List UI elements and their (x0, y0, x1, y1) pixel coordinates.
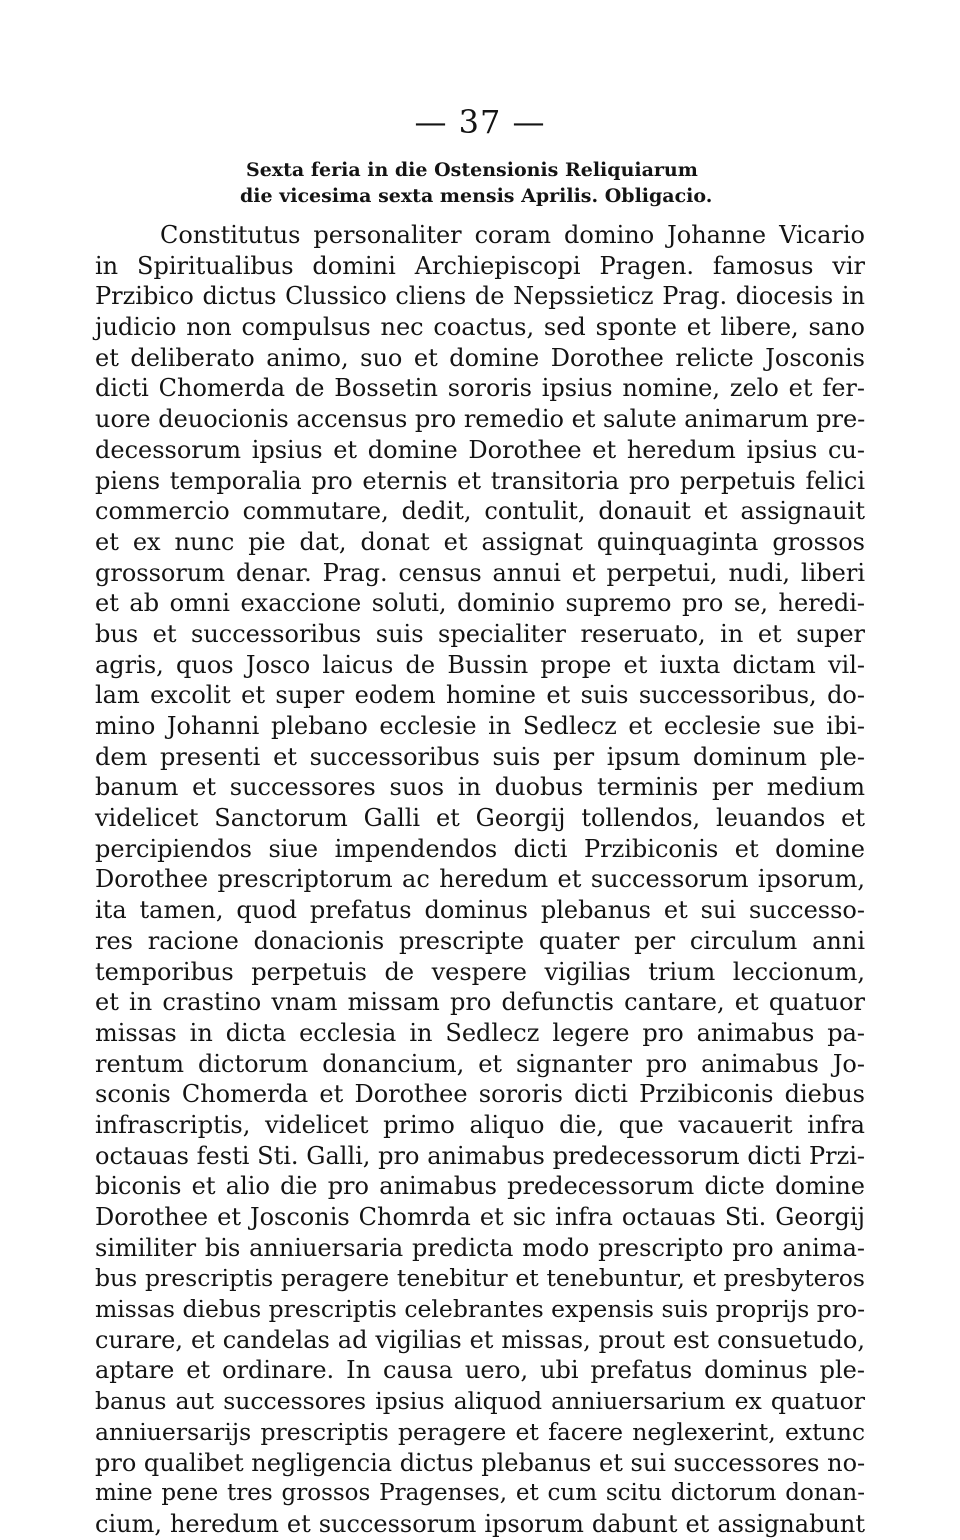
text-line: in Spiritualibus domini Archiepiscopi Pragen. famosus vir (95, 251, 865, 280)
text-line: agris, quos Josco laicus de Bussin prope et iuxta dictam vil- (95, 650, 865, 679)
text-line: et ab omni exaccione soluti, dominio supremo pro se, heredi- (95, 589, 865, 618)
text-line: dicti Chomerda de Bossetin sororis ipsius nomine, zelo et fer- (95, 374, 865, 403)
page-number: — 37 — (414, 103, 546, 141)
text-line: commercio commutare, dedit, contulit, donauit et assignauit (95, 497, 865, 526)
text-line: banum et successores suos in duobus terminis per medium (95, 773, 865, 802)
text-line: percipiendos siue impendendos dicti Przibiconis et domine (95, 834, 865, 863)
text-line: mine pene tres grossos Pragenses, et cum scitu dictorum donan- (95, 1480, 865, 1507)
text-line: similiter bis anniuersaria predicta modo prescripto pro anima- (95, 1233, 865, 1262)
text-line: decessorum ipsius et domine Dorothee et heredum ipsius cu- (95, 435, 865, 464)
text-line: aptare et ordinare. In causa uero, ubi prefatus dominus ple- (95, 1356, 865, 1385)
text-line: banus aut successores ipsius aliquod anniuersarium ex quatuor (95, 1387, 865, 1416)
text-line: cium, heredum et successorum ipsorum dabunt et assignabunt (95, 1509, 865, 1538)
text-line: lam excolit et super eodem homine et suis successoribus, do- (95, 681, 865, 710)
text-line: et deliberato animo, suo et domine Dorothee relicte Josconis (95, 343, 865, 372)
text-line: mino Johanni plebano ecclesie in Sedlecz et ecclesie sue ibi- (95, 712, 865, 740)
section-heading-line-1: Sexta feria in die Ostensionis Reliquiarum (246, 159, 698, 181)
text-line: judicio non compulsus nec coactus, sed sponte et libere, sano (95, 313, 865, 342)
text-line: Dorothee et Josconis Chomrda et sic infra octauas Sti. Georgij (95, 1203, 865, 1231)
text-line: Dorothee prescriptorum ac heredum et successorum ipsorum, (95, 865, 865, 894)
body-paragraph (95, 220, 865, 1540)
text-line: et ex nunc pie dat, donat et assignat quinquaginta grossos (95, 527, 865, 556)
text-line: videlicet Sanctorum Galli et Georgij tollendos, leuandos et (95, 804, 865, 833)
text-line: Przibico dictus Clussico cliens de Nepssieticz Prag. diocesis in (95, 282, 865, 311)
text-line: sconis Chomerda et Dorothee sororis dicti Przibiconis diebus (95, 1080, 865, 1109)
text-line: bus et successoribus suis specialiter reseruato, in et super (95, 619, 865, 648)
section-heading-line-2: die vicesima sexta mensis Aprilis. Obligacio. (240, 185, 713, 207)
text-line: grossorum denar. Prag. census annui et perpetui, nudi, liberi (95, 558, 865, 587)
text-line: pro qualibet negligencia dictus plebanus et sui successores no- (95, 1448, 866, 1477)
text-line: infrascriptis, videlicet primo aliquo die, que vacauerit infra (95, 1110, 865, 1139)
text-line: rentum dictorum donancium, et signanter pro animabus Jo- (95, 1049, 865, 1078)
text-line: missas in dicta ecclesia in Sedlecz legere pro animabus pa- (95, 1018, 865, 1047)
text-line: missas diebus prescriptis celebrantes expensis suis proprijs pro- (95, 1295, 866, 1324)
text-line: temporibus perpetuis de vespere vigilias trium leccionum, (95, 957, 865, 986)
text-line: biconis et alio die pro animabus predecessorum dicte domine (95, 1172, 865, 1201)
text-line: Constitutus personaliter coram domino Johanne Vicario (160, 221, 865, 249)
text-line: ita tamen, quod prefatus dominus plebanus et sui successo- (95, 896, 865, 925)
text-line: uore deuocionis accensus pro remedio et salute animarum pre- (95, 405, 866, 434)
text-line: dem presenti et successoribus suis per ipsum dominum ple- (95, 742, 865, 771)
text-line: curare, et candelas ad vigilias et missas, prout est consuetudo, (95, 1325, 865, 1354)
text-line: anniuersarijs prescriptis peragere et facere neglexerint, extunc (95, 1417, 865, 1446)
text-line: bus prescriptis peragere tenebitur et tenebuntur, et presbyteros (95, 1264, 865, 1293)
text-line: et in crastino vnam missam pro defunctis cantare, et quatuor (95, 988, 865, 1017)
text-line: octauas festi Sti. Galli, pro animabus predecessorum dicti Przi- (95, 1141, 865, 1170)
text-line: piens temporalia pro eternis et transitoria pro perpetuis felici (95, 466, 865, 495)
text-line: res racione donacionis prescripte quater per circulum anni (95, 926, 865, 955)
